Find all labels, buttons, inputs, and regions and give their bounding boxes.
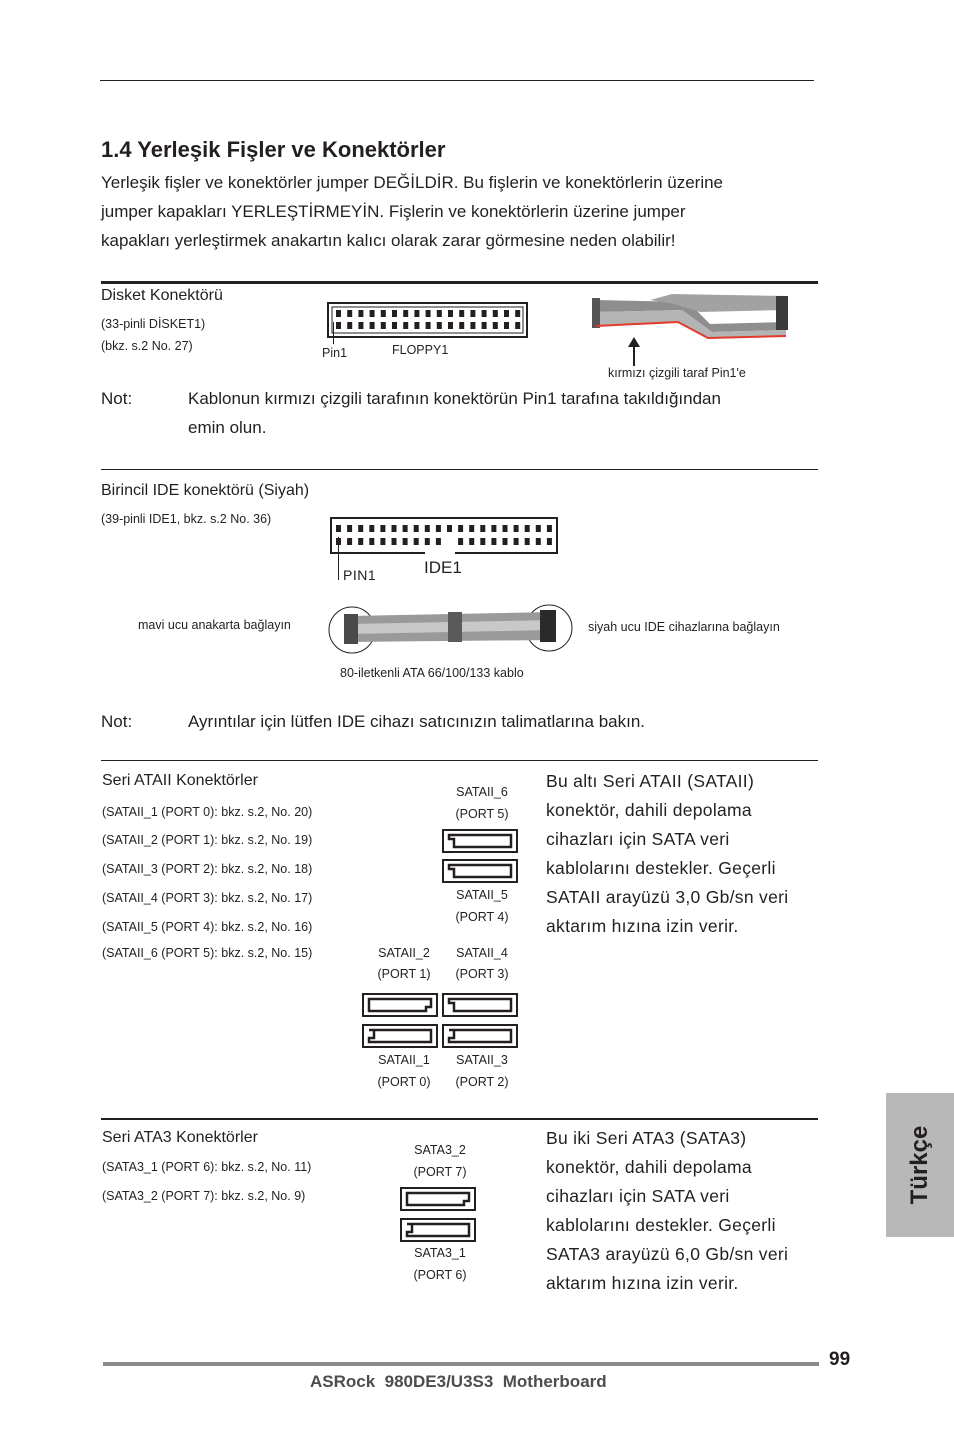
note-line: Kablonun kırmızı çizgili tarafının konektörün Pin1 tarafına takıldığından: [188, 389, 721, 408]
section-divider: [101, 469, 818, 470]
connector-pin: [448, 310, 453, 317]
ide-left-caption: mavi ucu anakarta bağlayın: [138, 618, 291, 632]
sata-port-icon: [442, 993, 518, 1017]
footer-rule: [103, 1362, 819, 1366]
connector-pin: [358, 538, 363, 545]
connector-pin: [493, 322, 498, 329]
connector-pin: [347, 538, 352, 545]
section-divider: [101, 281, 818, 284]
floppy-note: [188, 384, 808, 442]
connector-pin: [426, 310, 431, 317]
sata3-1-port: (PORT 6): [413, 1268, 467, 1282]
sata2-description: [546, 767, 816, 941]
sataii-6-port: (PORT 5): [455, 807, 509, 821]
connector-pin: [436, 525, 441, 532]
language-tab: [886, 1093, 954, 1237]
sata3-2-label: SATA3_2: [414, 1143, 466, 1157]
connector-pin: [358, 310, 363, 317]
connector-pin: [436, 538, 441, 545]
sata-port-icon: [400, 1187, 476, 1211]
sata-port-icon: [400, 1218, 476, 1242]
sataii-3-label: SATAII_3: [456, 1053, 508, 1067]
connector-pin: [448, 322, 453, 329]
sata3-1-label: SATA3_1: [414, 1246, 466, 1260]
connector-pin: [470, 322, 475, 329]
connector-pin: [536, 538, 541, 545]
sata2-ref: (SATAII_5 (PORT 4): bkz. s.2, No. 16): [102, 920, 313, 934]
connector-pin: [381, 322, 386, 329]
connector-pin: [347, 525, 352, 532]
connector-pin: [369, 525, 374, 532]
page-number: 99: [829, 1349, 851, 1370]
ide-right-caption: siyah ucu IDE cihazlarına bağlayın: [588, 620, 780, 634]
connector-pin: [380, 525, 385, 532]
connector-pin: [437, 310, 442, 317]
desc-line: aktarım hızına izin verir.: [546, 1273, 739, 1293]
connector-pin: [347, 310, 352, 317]
section-divider: [101, 760, 818, 761]
connector-pin: [503, 538, 508, 545]
desc-line: SATA3 arayüzü 6,0 Gb/sn veri: [546, 1244, 789, 1264]
connector-pin: [370, 310, 375, 317]
ide-conn-label: IDE1: [424, 558, 462, 577]
desc-line: Bu altı Seri ATAII (SATAII): [546, 771, 755, 791]
connector-pin: [470, 310, 475, 317]
sataii-5-label: SATAII_5: [456, 888, 508, 902]
sata-port-icon: [442, 859, 518, 883]
sataii-5-port: (PORT 4): [455, 910, 509, 924]
floppy-conn-label: FLOPPY1: [392, 343, 449, 357]
sata2-title: Seri ATAII Konektörler: [102, 772, 258, 789]
top-rule: [100, 80, 814, 81]
connector-pin: [491, 538, 496, 545]
connector-pin: [547, 538, 552, 545]
desc-line: kablolarını destekler. Geçerli: [546, 858, 776, 878]
floppy-ribbon-cable-image: [590, 292, 800, 352]
connector-pin: [458, 538, 463, 545]
connector-pin: [414, 310, 419, 317]
sata2-ref: (SATAII_3 (PORT 2): bkz. s.2, No. 18): [102, 862, 313, 876]
ide-cable-caption: 80-iletkenli ATA 66/100/133 kablo: [340, 666, 524, 680]
connector-pin: [514, 538, 519, 545]
ide-title: Birincil IDE konektörü (Siyah): [101, 482, 310, 499]
connector-pin: [514, 525, 519, 532]
sataii-4-port: (PORT 3): [455, 967, 509, 981]
connector-pin: [414, 538, 419, 545]
floppy-title: Disket Konektörü: [101, 287, 223, 304]
footer-title: ASRock 980DE3/U3S3 Motherboard: [310, 1372, 607, 1391]
connector-pin: [358, 525, 363, 532]
connector-pin: [459, 310, 464, 317]
connector-pin: [414, 322, 419, 329]
connector-pin: [504, 310, 509, 317]
connector-pin: [414, 525, 419, 532]
connector-pin: [525, 525, 530, 532]
connector-pin: [403, 525, 408, 532]
connector-pin: [403, 538, 408, 545]
intro-line: Yerleşik fişler ve konektörler jumper DEĞİLDİR. Bu fişlerin ve konektörlerin üzerine: [101, 173, 724, 192]
sata-port-icon: [362, 993, 438, 1017]
sata2-ref: (SATAII_4 (PORT 3): bkz. s.2, No. 17): [102, 891, 313, 905]
sata2-ref: (SATAII_6 (PORT 5): bkz. s.2, No. 15): [102, 946, 313, 960]
floppy-pin1-label: Pin1: [322, 346, 348, 360]
sata3-title: Seri ATA3 Konektörler: [102, 1129, 258, 1146]
pin1-pointer: [338, 537, 339, 580]
intro-paragraph: [101, 168, 723, 255]
floppy-cable-caption: kırmızı çizgili taraf Pin1'e: [608, 366, 746, 380]
sata3-ref: (SATA3_1 (PORT 6): bkz. s.2, No. 11): [102, 1160, 312, 1174]
sata-port-icon: [442, 829, 518, 853]
connector-pin: [336, 310, 341, 317]
connector-pin: [403, 310, 408, 317]
connector-pin: [392, 525, 397, 532]
connector-pin: [336, 322, 341, 329]
connector-pin: [437, 322, 442, 329]
connector-pin: [480, 538, 485, 545]
connector-pin: [536, 525, 541, 532]
connector-pin: [480, 525, 485, 532]
connector-pin: [381, 310, 386, 317]
connector-pin: [515, 322, 520, 329]
sataii-3-port: (PORT 2): [455, 1075, 509, 1089]
note-line: emin olun.: [188, 418, 267, 437]
floppy-sub: (33-pinli DİSKET1): [101, 317, 206, 331]
connector-pin: [425, 525, 430, 532]
ide-sub: (39-pinli IDE1, bkz. s.2 No. 36): [101, 512, 272, 526]
section-divider: [101, 1118, 818, 1120]
sataii-1-port: (PORT 0): [377, 1075, 431, 1089]
sata2-ref: (SATAII_1 (PORT 0): bkz. s.2, No. 20): [102, 805, 313, 819]
connector-pin: [459, 322, 464, 329]
note-label: Not:: [101, 712, 133, 731]
connector-pin: [504, 322, 509, 329]
intro-line: kapakları yerleştirmek anakartın kalıcı olarak zarar görmesine neden olabilir!: [101, 231, 676, 250]
floppy-ref: (bkz. s.2 No. 27): [101, 339, 193, 353]
desc-line: aktarım hızına izin verir.: [546, 916, 739, 936]
connector-pin: [547, 525, 552, 532]
connector-pin: [482, 322, 487, 329]
sataii-4-label: SATAII_4: [456, 946, 508, 960]
connector-pin: [458, 525, 463, 532]
sata-port-icon: [362, 1024, 438, 1048]
note-label: Not:: [101, 389, 133, 408]
connector-pin: [469, 525, 474, 532]
connector-pin: [392, 538, 397, 545]
desc-line: cihazları için SATA veri: [546, 829, 730, 849]
pin1-pointer: [333, 322, 334, 344]
ide-pin1-label: PIN1: [343, 567, 377, 583]
sata3-description: [546, 1124, 816, 1298]
connector-pin: [491, 525, 496, 532]
connector-pin: [347, 322, 352, 329]
ide-connector-diagram: [330, 517, 559, 555]
connector-pin: [482, 310, 487, 317]
connector-pin: [425, 538, 430, 545]
section-title: 1.4 Yerleşik Fişler ve Konektörler: [101, 137, 446, 162]
sataii-2-port: (PORT 1): [377, 967, 431, 981]
sata-port-icon: [442, 1024, 518, 1048]
sataii-1-label: SATAII_1: [378, 1053, 430, 1067]
connector-pin: [380, 538, 385, 545]
connector-pin: [493, 310, 498, 317]
connector-pin: [525, 538, 530, 545]
ide-note: Ayrıntılar için lütfen IDE cihazı satıcınızın talimatlarına bakın.: [188, 712, 645, 731]
floppy-connector-diagram: [327, 302, 529, 338]
connector-pin: [447, 525, 452, 532]
desc-line: konektör, dahili depolama: [546, 1157, 752, 1177]
sataii-2-label: SATAII_2: [378, 946, 430, 960]
ide-cable-image: [328, 600, 574, 662]
sata2-ref: (SATAII_2 (PORT 1): bkz. s.2, No. 19): [102, 833, 313, 847]
sata3-2-port: (PORT 7): [413, 1165, 467, 1179]
connector-pin: [515, 310, 520, 317]
intro-line: jumper kapakları YERLEŞTİRMEYİN. Fişlerin ve konektörlerin üzerine jumper: [101, 202, 686, 221]
sataii-6-label: SATAII_6: [456, 785, 508, 799]
connector-pin: [426, 322, 431, 329]
desc-line: SATAII arayüzü 3,0 Gb/sn veri: [546, 887, 789, 907]
sata3-ref: (SATA3_2 (PORT 7): bkz. s.2, No. 9): [102, 1189, 306, 1203]
connector-pin: [336, 525, 341, 532]
connector-pin: [358, 322, 363, 329]
connector-pin: [369, 538, 374, 545]
desc-line: kablolarını destekler. Geçerli: [546, 1215, 776, 1235]
connector-pin: [403, 322, 408, 329]
connector-pin: [469, 538, 474, 545]
connector-pin: [392, 310, 397, 317]
connector-pin: [392, 322, 397, 329]
connector-pin: [370, 322, 375, 329]
desc-line: cihazları için SATA veri: [546, 1186, 730, 1206]
desc-line: Bu iki Seri ATA3 (SATA3): [546, 1128, 747, 1148]
up-arrow-icon: [628, 337, 640, 367]
language-tab-label: Türkçe: [906, 1125, 933, 1205]
desc-line: konektör, dahili depolama: [546, 800, 752, 820]
connector-pin: [503, 525, 508, 532]
